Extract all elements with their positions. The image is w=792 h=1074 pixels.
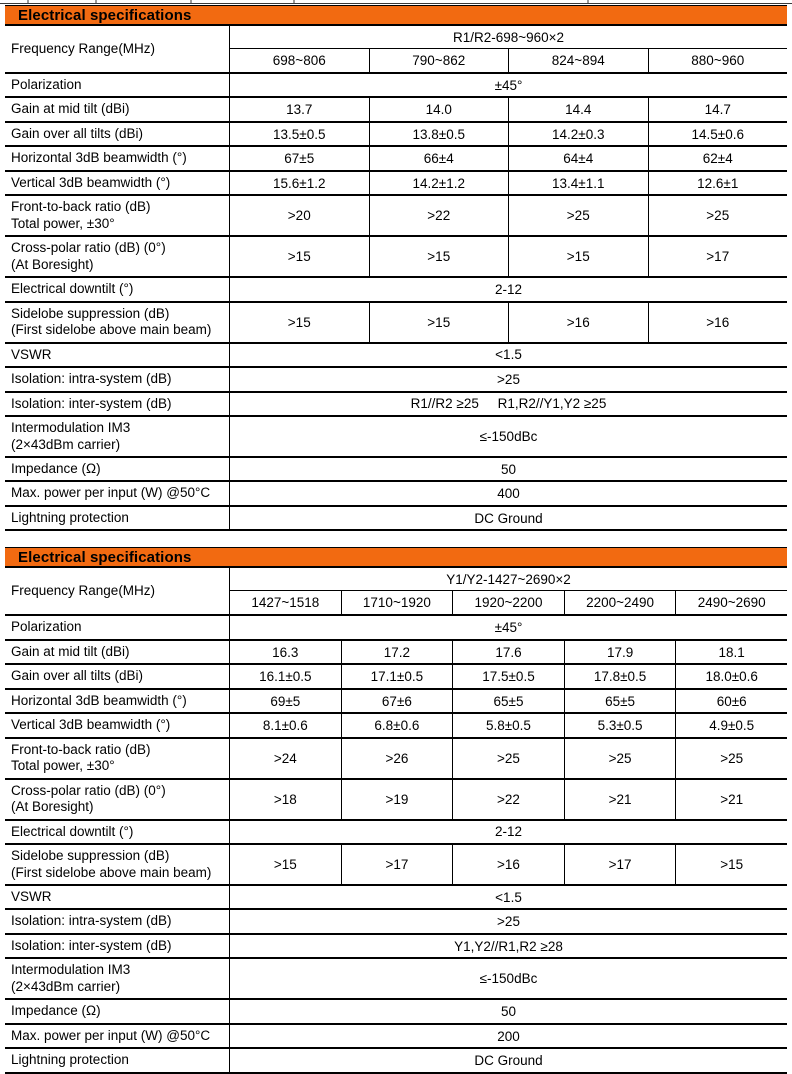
spec-value-cell: 14.2±1.2 [370, 172, 510, 194]
row-label-text: Sidelobe suppression (dB) [11, 848, 170, 864]
row-label [5, 507, 230, 529]
spec-value-span: DC Ground [474, 510, 543, 526]
row-label-text: (At Boresight) [11, 799, 94, 815]
spec-value-cell: 14.7 [704, 102, 731, 118]
row-label-text: Frequency Range(MHz) [11, 40, 156, 56]
spec-value-cell: 65±5 [453, 690, 565, 712]
table-row [5, 780, 787, 821]
spec-value-cell: >21 [565, 780, 677, 819]
row-label [5, 1025, 230, 1047]
spec-value-cell: 13.7 [230, 98, 370, 120]
spec-value-cell: >24 [230, 739, 342, 778]
spec-value-cell: >22 [370, 196, 510, 235]
spec-value-cell: >25 [453, 739, 565, 778]
row-label [5, 393, 230, 415]
spec-value-cell: 14.2±0.3 [509, 123, 649, 145]
table-row [5, 123, 787, 147]
spec-value-cell: 5.3±0.5 [565, 714, 677, 736]
row-label [5, 886, 230, 908]
row-label-text: (2×43dBm carrier) [11, 436, 121, 452]
table-row [5, 458, 787, 482]
row-label-text: Gain at mid tilt (dBi) [11, 643, 130, 659]
spec-value-cell: >22 [453, 780, 565, 819]
row-label-text: Front-to-back ratio (dB) [11, 741, 151, 757]
row-label-text: (First sidelobe above main beam) [11, 322, 212, 338]
row-values [230, 74, 787, 96]
spec-value-cell: 6.8±0.6 [342, 714, 454, 736]
row-label-text: Front-to-back ratio (dB) [11, 199, 151, 215]
spec-value-cell: >19 [342, 780, 454, 819]
row-label-text: Lightning protection [11, 1052, 129, 1068]
spec-value-cell: 17.5±0.5 [453, 665, 565, 687]
spec-value-cell: >15 [230, 845, 342, 884]
spec-value-cell: >17 [342, 845, 454, 884]
spec-value-cell: >25 [565, 739, 677, 778]
row-values [230, 172, 787, 194]
row-label [5, 780, 230, 819]
row-values [230, 147, 787, 169]
table-row [5, 616, 787, 640]
frequency-band-header: 2490~2690 [697, 595, 766, 611]
row-values [230, 690, 787, 712]
row-values [230, 1000, 787, 1022]
spec-value-cell: >25 [706, 208, 730, 224]
row-label-text: Gain over all tilts (dBi) [11, 125, 144, 141]
row-label [5, 959, 230, 998]
spec-value-cell: >17 [565, 845, 677, 884]
spec-value-cell: >15 [720, 857, 744, 873]
spec-value-span: ±45° [494, 77, 523, 93]
row-label [5, 278, 230, 300]
frequency-band-header: 824~894 [509, 49, 649, 72]
remnant-divider-tick [95, 0, 97, 3]
row-label [5, 26, 230, 72]
table-row [5, 74, 787, 98]
frequency-band-header: 2200~2490 [565, 591, 677, 614]
table-row [5, 237, 787, 278]
spec-value-span: 2-12 [494, 281, 523, 297]
spec-value-cell: 8.1±0.6 [230, 714, 342, 736]
row-label-text: Cross-polar ratio (dB) (0°) [11, 782, 166, 798]
row-values [230, 1049, 787, 1071]
row-label-text: Electrical downtilt (°) [11, 823, 134, 839]
spec-value-span: ≤-150dBc [479, 971, 538, 987]
row-label [5, 1000, 230, 1022]
row-values [230, 196, 787, 235]
table-row [5, 417, 787, 458]
spec-value-cell: 15.6±1.2 [230, 172, 370, 194]
spec-value-span: ≤-150dBc [479, 429, 538, 444]
remnant-divider-tick [587, 0, 589, 3]
frequency-group-label: R1/R2-698~960×2 [230, 26, 787, 49]
spec-value-cell: >15 [230, 237, 370, 276]
table-row [5, 959, 787, 1000]
spec-value-cell: 65±5 [565, 690, 677, 712]
spec-value-cell: >25 [720, 750, 744, 766]
frequency-band-header: 1710~1920 [342, 591, 454, 614]
spec-value-cell: 4.9±0.5 [709, 717, 755, 733]
row-label [5, 714, 230, 736]
remnant-divider-tick [293, 0, 295, 3]
row-label-text: Intermodulation IM3 [11, 962, 131, 978]
row-label-text: Max. power per input (W) @50°C [11, 1027, 211, 1043]
section-title: Electrical specifications [18, 548, 192, 566]
table-row [5, 482, 787, 506]
row-values [230, 458, 787, 480]
remnant-divider-tick [190, 0, 192, 3]
row-label-text: (At Boresight) [11, 256, 94, 272]
electrical-specifications-table-r1r2 [5, 5, 787, 531]
table-row [5, 935, 787, 959]
spec-value-cell: 17.6 [453, 641, 565, 663]
spec-value-cell: 5.8±0.5 [453, 714, 565, 736]
row-label [5, 417, 230, 456]
table-row [5, 507, 787, 531]
row-values [230, 959, 787, 998]
spec-value-cell: 13.5±0.5 [230, 123, 370, 145]
table-row [5, 1025, 787, 1049]
table-row [5, 147, 787, 171]
table-row [5, 845, 787, 886]
table-row [5, 690, 787, 714]
table-row [5, 196, 787, 237]
spec-value-cell: 13.8±0.5 [370, 123, 510, 145]
frequency-band-row [230, 591, 787, 614]
row-label-text: Gain over all tilts (dBi) [11, 668, 144, 684]
row-values [230, 393, 787, 415]
spec-value-cell: 17.2 [342, 641, 454, 663]
electrical-specifications-table-y1y2 [5, 547, 787, 1073]
table-row [5, 172, 787, 196]
spec-value-span: ±45° [494, 620, 523, 636]
spec-value-span: DC Ground [474, 1053, 543, 1069]
spec-value-cell: >17 [706, 249, 730, 265]
table-row [5, 665, 787, 689]
row-label [5, 690, 230, 712]
row-values [230, 303, 787, 342]
table-row [5, 714, 787, 738]
table-row [5, 886, 787, 910]
spec-value-cell: 18.1 [718, 644, 745, 660]
spec-value-cell: 14.0 [370, 98, 510, 120]
row-label [5, 910, 230, 932]
row-values [230, 821, 787, 843]
row-label-text: Polarization [11, 619, 82, 635]
row-values [230, 417, 787, 456]
row-label-text: Cross-polar ratio (dB) (0°) [11, 240, 166, 256]
row-values [230, 482, 787, 504]
table-row [5, 641, 787, 665]
spec-value-cell: 64±4 [509, 147, 649, 169]
table-row [5, 98, 787, 122]
spec-value-cell: 16.3 [230, 641, 342, 663]
spec-value-span: >25 [497, 371, 520, 387]
row-values [230, 507, 787, 529]
spec-value-cell: 67±5 [230, 147, 370, 169]
frequency-band-header: 790~862 [370, 49, 510, 72]
row-label-text: Total power, ±30° [11, 215, 115, 231]
frequency-range-row [5, 568, 787, 616]
row-values [230, 237, 787, 276]
spec-value-cell: >25 [509, 196, 649, 235]
frequency-band-header: 1920~2200 [453, 591, 565, 614]
row-values [230, 278, 787, 300]
row-label [5, 616, 230, 638]
row-label [5, 344, 230, 366]
spec-value-cell: >26 [342, 739, 454, 778]
spec-value-cell: >18 [230, 780, 342, 819]
row-label-text: Max. power per input (W) @50°C [11, 485, 211, 501]
frequency-band-header: 880~960 [691, 53, 745, 68]
row-label-text: Electrical downtilt (°) [11, 281, 134, 297]
row-label-text: Impedance (Ω) [11, 1003, 101, 1019]
row-label [5, 568, 230, 614]
spec-value-cell: >15 [509, 237, 649, 276]
row-label-text: Lightning protection [11, 509, 129, 525]
row-label [5, 237, 230, 276]
row-label [5, 98, 230, 120]
spec-value-cell: >16 [509, 303, 649, 342]
spec-value-cell: 14.5±0.6 [691, 126, 744, 142]
spec-value-span: <1.5 [495, 347, 522, 363]
spec-value-cell: 13.4±1.1 [509, 172, 649, 194]
row-label-text: Horizontal 3dB beamwidth (°) [11, 692, 187, 708]
table-row [5, 344, 787, 368]
row-label-text: Intermodulation IM3 [11, 420, 131, 436]
row-label-text: VSWR [11, 889, 52, 904]
section-header [5, 547, 787, 568]
table-row [5, 821, 787, 845]
row-label-text: Isolation: intra-system (dB) [11, 913, 172, 929]
spec-value-cell: 12.6±1 [697, 175, 739, 191]
spec-value-span: 50 [500, 1004, 517, 1020]
row-label-text: Sidelobe suppression (dB) [11, 305, 170, 321]
previous-table-remnant [0, 0, 792, 4]
spec-value-span: R1//R2 ≥25 R1,R2//Y1,Y2 ≥25 [410, 396, 607, 412]
frequency-data [230, 26, 787, 72]
row-values [230, 641, 787, 663]
section-header [5, 5, 787, 26]
row-values [230, 910, 787, 932]
frequency-band-row [230, 49, 787, 72]
row-label [5, 665, 230, 687]
table-row [5, 278, 787, 302]
spec-value-cell: 17.1±0.5 [342, 665, 454, 687]
row-label [5, 641, 230, 663]
table-row [5, 1000, 787, 1024]
row-values [230, 1025, 787, 1047]
table-row [5, 910, 787, 934]
row-label [5, 303, 230, 342]
row-values [230, 665, 787, 687]
frequency-data [230, 568, 787, 614]
table-row [5, 303, 787, 344]
spec-value-cell: 17.8±0.5 [565, 665, 677, 687]
row-label [5, 123, 230, 145]
row-label-text: VSWR [11, 346, 52, 362]
row-values [230, 935, 787, 957]
row-values [230, 780, 787, 819]
row-label [5, 74, 230, 96]
row-values [230, 616, 787, 638]
spec-value-cell: >21 [720, 791, 744, 807]
row-label-text: Vertical 3dB beamwidth (°) [11, 174, 171, 190]
spec-value-span: <1.5 [495, 889, 522, 905]
row-values [230, 368, 787, 390]
row-label [5, 368, 230, 390]
row-label-text: Frequency Range(MHz) [11, 583, 156, 599]
spec-value-cell: >15 [370, 303, 510, 342]
spec-value-cell: >16 [453, 845, 565, 884]
spec-value-span: 200 [497, 1028, 520, 1044]
row-label [5, 739, 230, 778]
frequency-group-label: Y1/Y2-1427~2690×2 [230, 568, 787, 591]
spec-value-cell: 14.4 [509, 98, 649, 120]
spec-value-cell: 16.1±0.5 [230, 665, 342, 687]
remnant-divider-tick [27, 0, 29, 3]
spec-value-span: Y1,Y2//R1,R2 ≥28 [454, 938, 563, 954]
row-label [5, 172, 230, 194]
table-row [5, 739, 787, 780]
table-row [5, 393, 787, 417]
row-label [5, 196, 230, 235]
row-label [5, 821, 230, 843]
spec-value-cell: 66±4 [370, 147, 510, 169]
row-values [230, 123, 787, 145]
spec-value-span: 400 [497, 486, 520, 502]
row-label [5, 458, 230, 480]
row-label [5, 845, 230, 884]
row-label-text: (First sidelobe above main beam) [11, 864, 212, 880]
row-label [5, 1049, 230, 1071]
row-label-text: Vertical 3dB beamwidth (°) [11, 717, 171, 733]
row-values [230, 886, 787, 908]
row-values [230, 845, 787, 884]
spec-value-span: 50 [500, 461, 517, 477]
row-values [230, 714, 787, 736]
row-label-text: Impedance (Ω) [11, 460, 101, 476]
row-values [230, 98, 787, 120]
spec-value-cell: 17.9 [565, 641, 677, 663]
row-values [230, 739, 787, 778]
row-label-text: Isolation: inter-system (dB) [11, 937, 172, 953]
spec-value-span: 2-12 [494, 824, 523, 840]
row-label-text: Polarization [11, 77, 82, 92]
spec-value-cell: >15 [370, 237, 510, 276]
row-label [5, 147, 230, 169]
spec-value-span: >25 [497, 914, 520, 930]
frequency-band-header: 1427~1518 [230, 591, 342, 614]
spec-value-cell: 62±4 [702, 151, 733, 167]
row-label-text: Gain at mid tilt (dBi) [11, 101, 130, 117]
row-label-text: (2×43dBm carrier) [11, 978, 121, 994]
table-row [5, 1049, 787, 1073]
spec-value-cell: 69±5 [230, 690, 342, 712]
spec-value-cell: >16 [706, 314, 730, 330]
spec-value-cell: 60±6 [716, 693, 747, 709]
table-row [5, 368, 787, 392]
spec-value-cell: 67±6 [342, 690, 454, 712]
spec-value-cell: >15 [230, 303, 370, 342]
row-label-text: Horizontal 3dB beamwidth (°) [11, 150, 187, 166]
frequency-range-row [5, 26, 787, 74]
spec-value-cell: 18.0±0.6 [705, 669, 758, 685]
row-label [5, 482, 230, 504]
row-label [5, 935, 230, 957]
section-title: Electrical specifications [18, 6, 192, 24]
row-label-text: Isolation: intra-system (dB) [11, 371, 172, 387]
row-values [230, 344, 787, 366]
row-label-text: Total power, ±30° [11, 758, 115, 774]
frequency-band-header: 698~806 [230, 49, 370, 72]
spec-value-cell: >20 [230, 196, 370, 235]
row-label-text: Isolation: inter-system (dB) [11, 395, 172, 411]
